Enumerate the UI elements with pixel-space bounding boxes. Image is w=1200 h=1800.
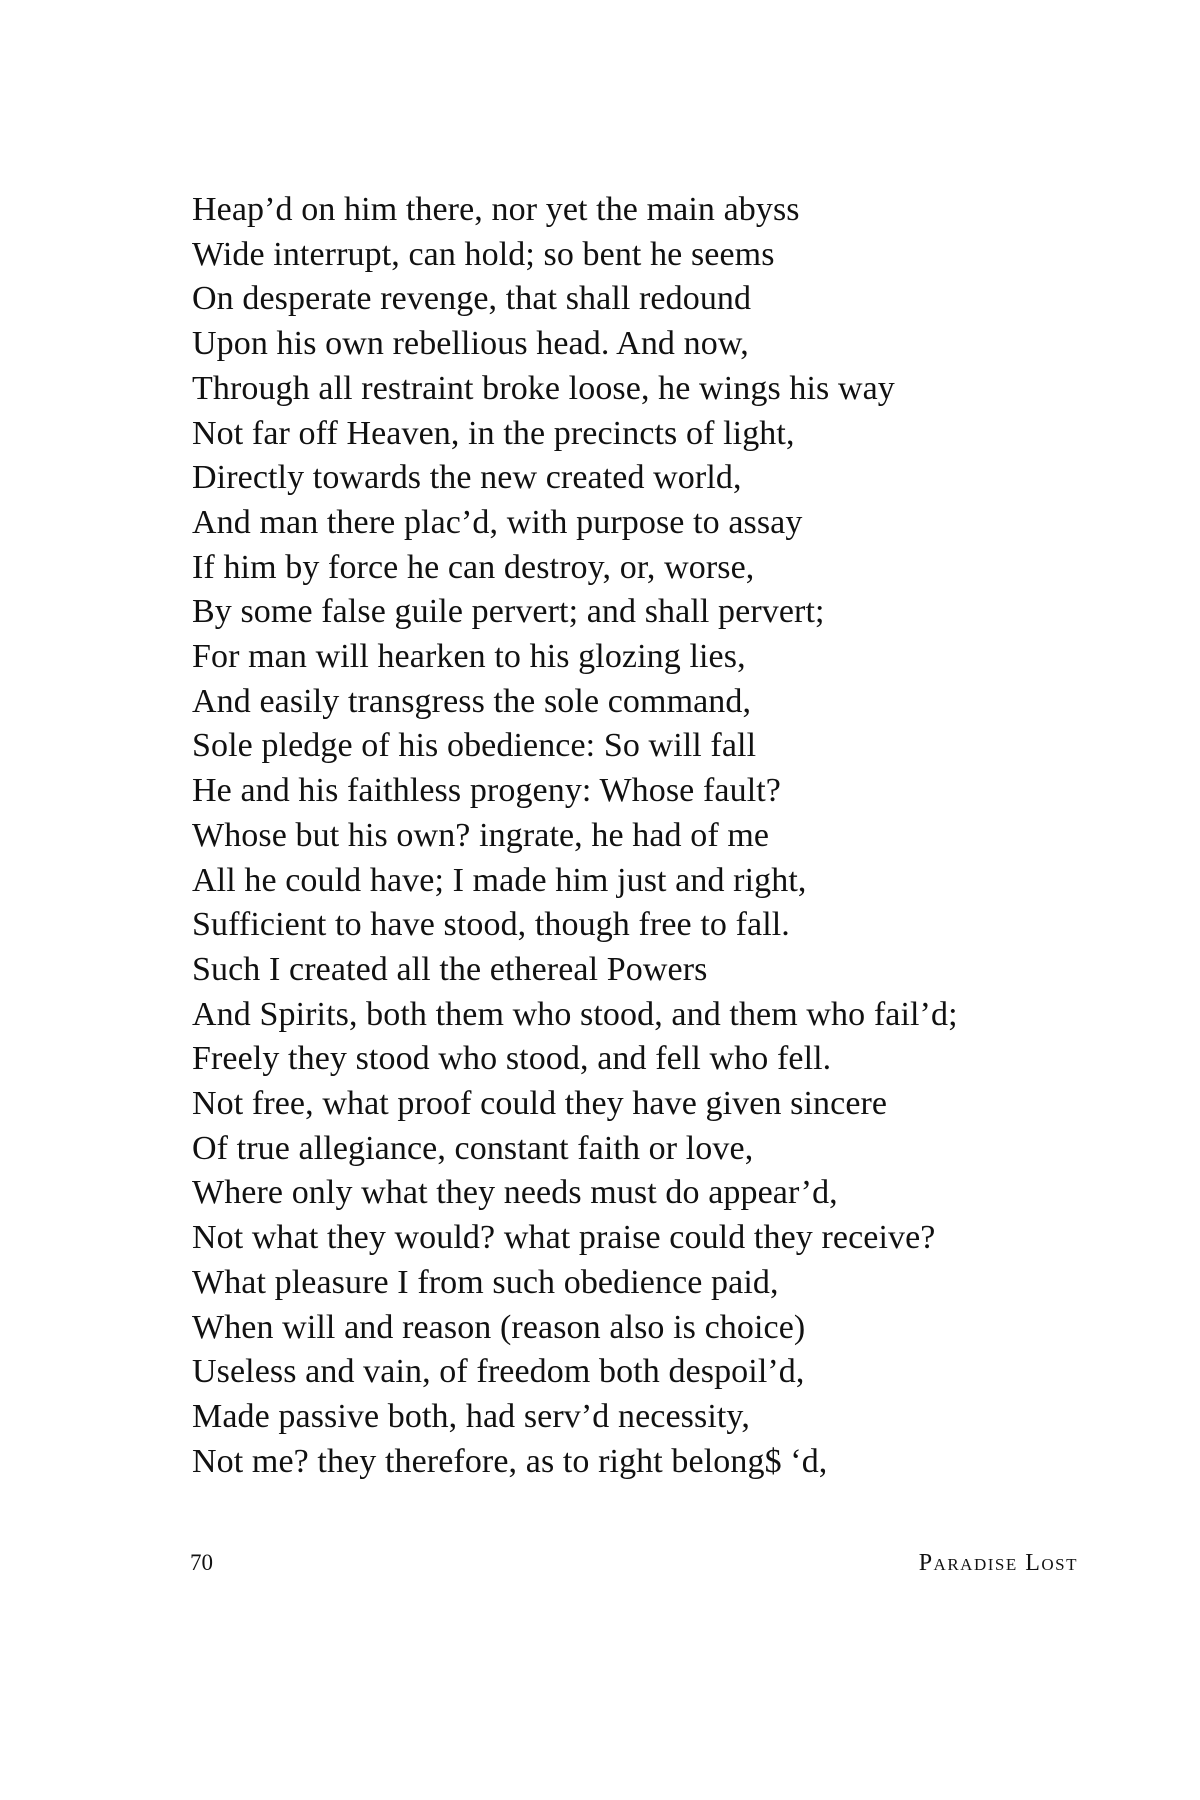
poem-stanza [192,188,1092,1484]
verse-line: Not far off Heaven, in the precincts of light, [192,414,795,452]
verse-line: When will and reason (reason also is choice) [192,1308,806,1346]
verse-line: Through all restraint broke loose, he wings his way [192,369,895,407]
verse-line: Such I created all the ethereal Powers [192,950,708,988]
verse-line: Whose but his own? ingrate, he had of me [192,816,770,854]
verse-line: He and his faithless progeny: Whose fault? [192,772,781,810]
verse-line: By some false guile pervert; and shall pervert; [192,593,825,631]
verse-line: Upon his own rebellious head. And now, [192,325,749,363]
verse-line: Useless and vain, of freedom both despoil’d, [192,1353,805,1391]
verse-line: All he could have; I made him just and right, [192,861,807,899]
page-number: 70 [190,1550,213,1575]
verse-line: On desperate revenge, that shall redound [192,280,752,318]
verse-line: Freely they stood who stood, and fell who fell. [192,1040,832,1078]
verse-line: And Spirits, both them who stood, and them who fail’d; [192,995,958,1033]
verse-line: Heap’d on him there, nor yet the main abyss [192,191,800,228]
verse-line: Where only what they needs must do appear’d, [192,1174,838,1212]
verse-line: Not what they would? what praise could they receive? [192,1219,936,1257]
verse-line: What pleasure I from such obedience paid, [192,1263,779,1301]
verse-line: If him by force he can destroy, or, worse, [192,548,755,586]
verse-line: Sufficient to have stood, though free to fall. [192,906,790,944]
verse-line: Made passive both, had serv’d necessity, [192,1397,750,1435]
verse-line: Of true allegiance, constant faith or love, [192,1129,754,1167]
verse-line: Sole pledge of his obedience: So will fall [192,727,757,765]
page-footer [190,1550,1078,1577]
verse-line: And man there plac’d, with purpose to assay [192,503,803,541]
verse-line: For man will hearken to his glozing lies, [192,638,746,676]
verse-line: Directly towards the new created world, [192,459,742,497]
verse-line: Wide interrupt, can hold; so bent he seems [192,235,775,273]
verse-line: Not free, what proof could they have given sincere [192,1085,888,1123]
verse-line: Not me? they therefore, as to right belong$ ‘d, [192,1442,828,1480]
running-title: Paradise Lost [918,1550,1078,1576]
verse-line: And easily transgress the sole command, [192,682,752,720]
